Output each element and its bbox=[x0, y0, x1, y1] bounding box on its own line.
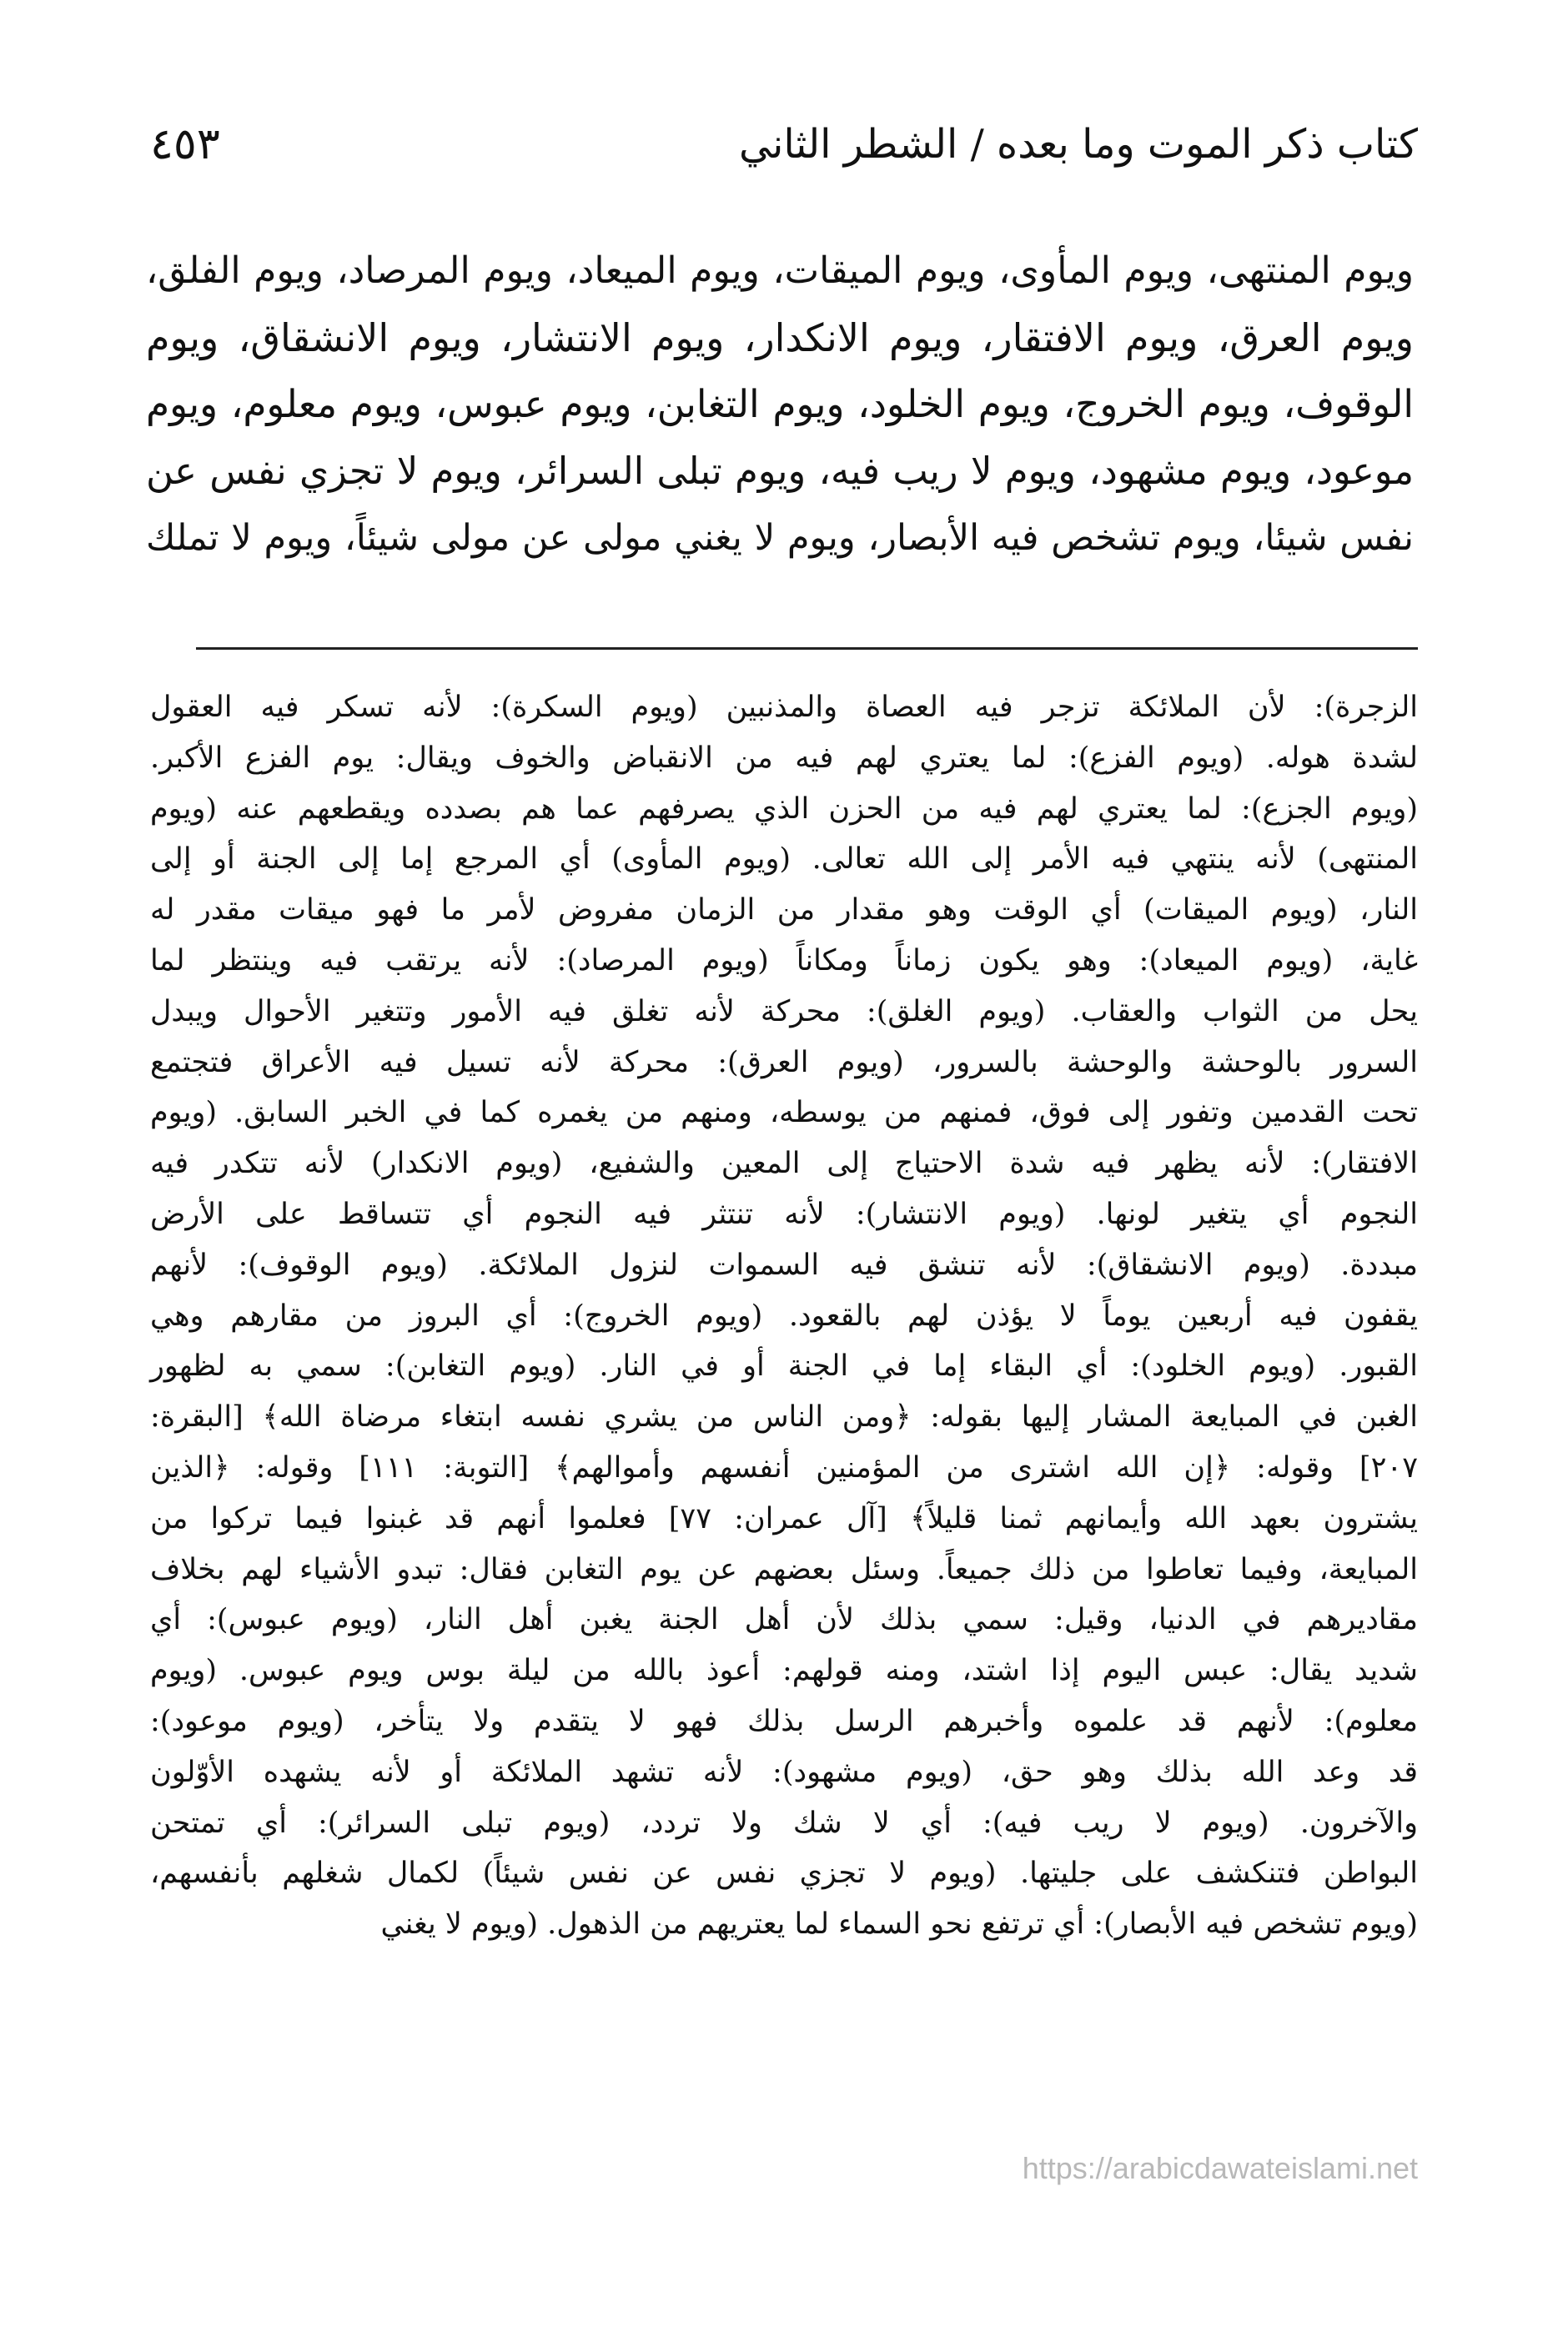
main-text-line: موعود، ويوم مشهود، ويوم لا ريب فيه، ويوم تبلى السرائر، ويوم لا تجزي نفس عن bbox=[146, 449, 1414, 493]
main-text-block bbox=[146, 238, 1414, 571]
commentary-line: مبددة. (ويوم الانشقاق): لأنه تنشق فيه السموات لنزول الملائكة. (ويوم الوقوف): لأنهم bbox=[150, 1248, 1418, 1282]
commentary-line: المنتهى) لأنه ينتهي فيه الأمر إلى الله تعالى. (ويوم المأوى) أي المرجع إما إلى الجنة أو إلى bbox=[150, 842, 1418, 877]
commentary-line: ٢٠٧] وقوله: ﴿إن الله اشترى من المؤمنين أنفسهم وأموالهم﴾ [التوبة: ١١١] وقوله: ﴿الذين bbox=[150, 1450, 1418, 1485]
commentary-line: يشترون بعهد الله وأيمانهم ثمنا قليلاً﴾ [آل عمران: ٧٧] فعلموا أنهم قد غبنوا فيما تركوا من bbox=[150, 1501, 1418, 1535]
commentary-line: السرور بالوحشة والوحشة بالسرور، (ويوم العرق): محركة لأنه تسيل فيه الأعراق فتجتمع bbox=[150, 1045, 1418, 1079]
commentary-line: القبور. (ويوم الخلود): أي البقاء إما في الجنة أو في النار. (ويوم التغابن): سمي به لظهور bbox=[150, 1349, 1418, 1384]
commentary-block bbox=[150, 682, 1418, 1950]
commentary-line: (ويوم الجزع): لما يعتري لهم فيه من الحزن الذي يصرفهم عما هم بصدده ويقطعهم عنه (ويوم bbox=[150, 792, 1418, 826]
commentary-line: والآخرون. (ويوم لا ريب فيه): أي لا شك ولا تردد، (ويوم تبلى السرائر): أي تمتحن bbox=[150, 1806, 1418, 1840]
page-header bbox=[150, 107, 1418, 182]
running-title: كتاب ذكر الموت وما بعده / الشطر الثاني bbox=[739, 121, 1418, 168]
commentary-line: النار، (ويوم الميقات) أي الوقت وهو مقدار من الزمان مفروض لأمر ما فهو ميقات مقدر له bbox=[150, 893, 1418, 927]
commentary-line: مقاديرهم في الدنيا، وقيل: سمي بذلك لأن أهل الجنة يغبن أهل النار، (ويوم عبوس): أي bbox=[150, 1603, 1418, 1637]
commentary-line: الافتقار): لأنه يظهر فيه شدة الاحتياج إلى المعين والشفيع، (ويوم الانكدار) لأنه تتكدر فيه bbox=[150, 1147, 1418, 1181]
main-text-line: الوقوف، ويوم الخروج، ويوم الخلود، ويوم التغابن، ويوم عبوس، ويوم معلوم، ويوم bbox=[146, 382, 1414, 426]
commentary-line: الغبن في المبايعة المشار إليها بقوله: ﴿ومن الناس من يشري نفسه ابتغاء مرضاة الله﴾ [البقرة: bbox=[150, 1400, 1418, 1435]
main-text-line: ويوم المنتهى، ويوم المأوى، ويوم الميقات، ويوم الميعاد، ويوم المرصاد، ويوم الفلق، bbox=[146, 249, 1414, 292]
footnote-separator bbox=[196, 647, 1418, 650]
commentary-line: شديد يقال: عبس اليوم إذا اشتد، ومنه قولهم: أعوذ بالله من ليلة بوس ويوم عبوس. (ويوم bbox=[150, 1654, 1418, 1688]
commentary-line: قد وعد الله بذلك وهو حق، (ويوم مشهود): لأنه تشهد الملائكة أو لأنه يشهده الأوّلون bbox=[150, 1755, 1418, 1789]
page-number: ٤٥٣ bbox=[150, 119, 220, 169]
commentary-line: المبايعة، وفيما تعاطوا من ذلك جميعاً. وسئل بعضهم عن يوم التغابن فقال: تبدو الأشياء لهم بخلاف bbox=[150, 1552, 1418, 1586]
commentary-line: غاية، (ويوم الميعاد): وهو يكون زماناً ومكاناً (ويوم المرصاد): لأنه يرتقب فيه وينتظر لما bbox=[150, 943, 1418, 978]
commentary-line: البواطن فتنكشف على جليتها. (ويوم لا تجزي نفس عن نفس شيئاً) لكمال شغلهم بأنفسهم، bbox=[150, 1857, 1418, 1891]
commentary-line: النجوم أي يتغير لونها. (ويوم الانتشار): لأنه تنتثر فيه النجوم أي تتساقط على الأرض bbox=[150, 1197, 1418, 1231]
commentary-line: (ويوم تشخص فيه الأبصار): أي ترتفع نحو السماء لما يعتريهم من الذهول. (ويوم لا يغني bbox=[380, 1907, 1418, 1942]
commentary-line: يقفون فيه أربعين يوماً لا يؤذن لهم بالقعود. (ويوم الخروج): أي البروز من مقارهم وهي bbox=[150, 1299, 1418, 1333]
commentary-line: تحت القدمين وتفور إلى فوق، فمنهم من يوسطه، ومنهم من يغمره كما في الخبر السابق. (ويوم bbox=[150, 1096, 1418, 1130]
watermark-url: https://arabicdawateislami.net bbox=[1022, 2151, 1418, 2185]
commentary-line: معلوم): لأنهم قد علموه وأخبرهم الرسل بذلك فهو لا يتقدم ولا يتأخر، (ويوم موعود): bbox=[150, 1704, 1418, 1738]
commentary-line: يحل من الثواب والعقاب. (ويوم الغلق): محركة لأنه تغلق فيه الأمور وتتغير الأحوال ويبدل bbox=[150, 994, 1418, 1028]
main-text-line: نفس شيئا، ويوم تشخص فيه الأبصار، ويوم لا يغني مولى عن مولى شيئاً، ويوم لا تملك bbox=[146, 517, 1414, 559]
commentary-line: لشدة هوله. (ويوم الفزع): لما يعتري لهم فيه من الانقباض والخوف ويقال: يوم الفزع الأكبر. bbox=[150, 741, 1418, 775]
commentary-line: الزجرة): لأن الملائكة تزجر فيه العصاة والمذنبين (ويوم السكرة): لأنه تسكر فيه العقول bbox=[150, 691, 1418, 724]
main-text-line: ويوم العرق، ويوم الافتقار، ويوم الانكدار، ويوم الانتشار، ويوم الانشقاق، ويوم bbox=[146, 315, 1414, 360]
